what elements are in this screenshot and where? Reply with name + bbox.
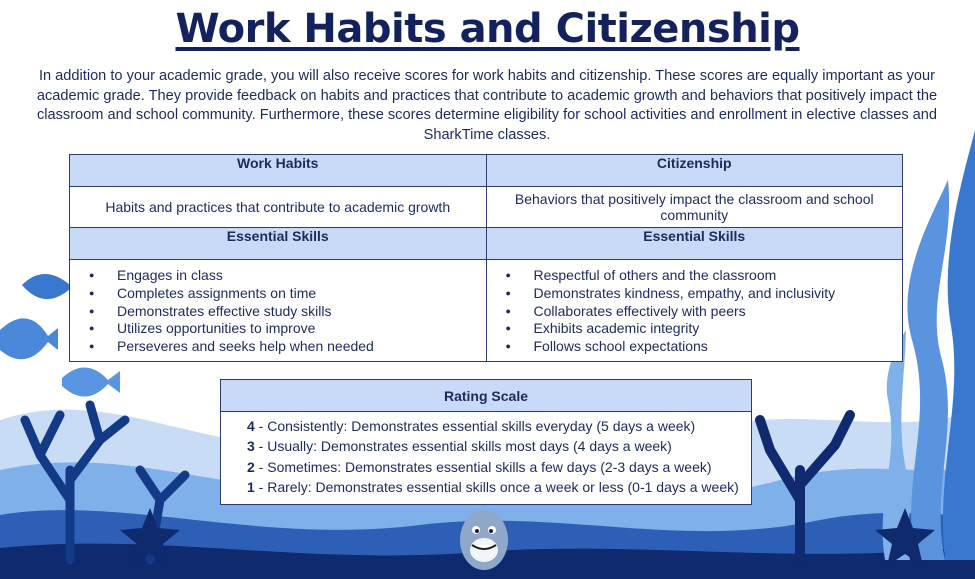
- list-item: ● Engages in class: [117, 267, 485, 285]
- citizenship-skills-cell: [486, 260, 903, 362]
- work-habits-skills-header: Essential Skills: [70, 228, 487, 260]
- rating-scale-table: [220, 379, 752, 505]
- rating-item: [247, 477, 751, 497]
- list-item: ● Respectful of others and the classroom: [534, 267, 902, 285]
- citizenship-skills-header: Essential Skills: [486, 228, 903, 260]
- citizenship-header: Citizenship: [486, 155, 903, 187]
- work-habits-description: Habits and practices that contribute to academic growth: [70, 187, 487, 228]
- rating-score: 3: [247, 438, 255, 455]
- rating-text: - Usually: Demonstrates essential skills most days (4 days a week): [254, 438, 672, 455]
- list-item: ● Collaborates effectively with peers: [534, 303, 902, 321]
- list-item: ● Exhibits academic integrity: [534, 320, 902, 338]
- page-title: Work Habits and Citizenship: [175, 6, 800, 52]
- work-habits-header: Work Habits: [70, 155, 487, 187]
- list-item: ● Utilizes opportunities to improve: [117, 320, 485, 338]
- list-item: ● Completes assignments on time: [117, 285, 485, 303]
- work-habits-citizenship-table: [69, 154, 903, 362]
- rating-item: [247, 436, 751, 456]
- rating-scale-body: [221, 412, 752, 505]
- rating-text: - Sometimes: Demonstrates essential skills a few days (2-3 days a week): [254, 458, 712, 475]
- rating-item: [247, 416, 751, 436]
- citizenship-description: Behaviors that positively impact the classroom and school community: [486, 187, 903, 228]
- citizenship-skills-list: [488, 261, 902, 360]
- work-habits-skills-list: [71, 261, 485, 360]
- rating-scale-header: Rating Scale: [221, 380, 752, 412]
- rating-item: [247, 457, 751, 477]
- rating-text: - Rarely: Demonstrates essential skills once a week or less (0-1 days a week): [254, 479, 739, 496]
- list-item: ● Demonstrates effective study skills: [117, 303, 485, 321]
- intro-paragraph: In addition to your academic grade, you will also receive scores for work habits and citizenship. These scores are equally important as your academic grade. They provide feedback on habits and practices that contribute to academic growth and behaviors that positively impact the classroom and school community. Furthermore, these scores determine eligibility for school activities and enrollment in elective classes and SharkTime classes.: [36, 68, 938, 143]
- work-habits-skills-cell: [70, 260, 487, 362]
- rating-score: 1: [247, 479, 255, 496]
- rating-score: 2: [247, 458, 255, 475]
- list-item: ● Demonstrates kindness, empathy, and inclusivity: [534, 285, 902, 303]
- rating-score: 4: [247, 418, 255, 434]
- list-item: ● Follows school expectations: [534, 338, 902, 356]
- rating-text: - Consistently: Demonstrates essential skills everyday (5 days a week): [254, 418, 696, 434]
- list-item: ● Perseveres and seeks help when needed: [117, 338, 485, 356]
